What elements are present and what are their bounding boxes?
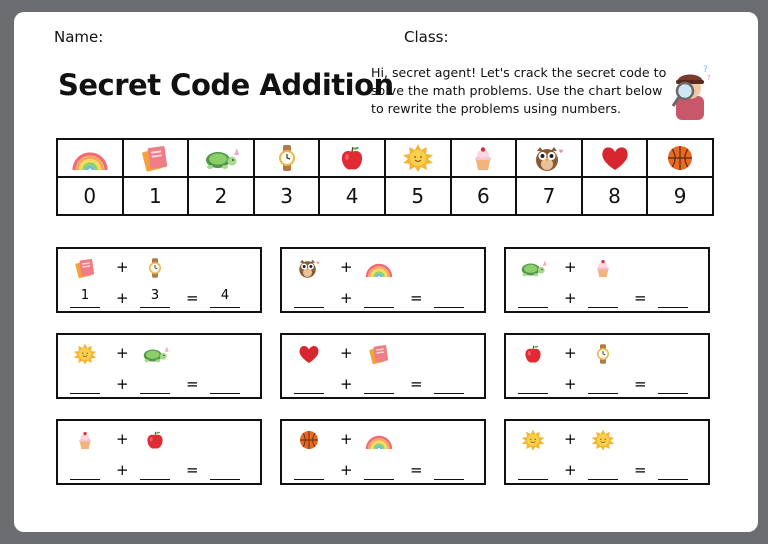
problem-box	[56, 419, 262, 485]
basketball-icon	[660, 144, 700, 172]
answer-row	[506, 287, 708, 309]
problem-icons	[58, 429, 260, 453]
turtle-icon	[518, 257, 548, 279]
page-title: Secret Code Addition	[58, 68, 394, 102]
answer-blank-sum[interactable]	[210, 459, 240, 480]
answer-blank-sum[interactable]	[434, 373, 464, 394]
answer-blank-sum[interactable]	[434, 459, 464, 480]
turtle-icon	[201, 144, 241, 172]
books-icon	[135, 144, 175, 172]
apple-icon	[518, 343, 548, 365]
answer-blank-sum[interactable]	[658, 287, 688, 308]
chart-cell-digit: 0	[57, 177, 123, 215]
answer-blank-a[interactable]	[294, 459, 324, 480]
plus-sign: +	[116, 375, 129, 393]
sun-icon	[70, 343, 100, 365]
plus-sign: +	[564, 375, 577, 393]
problem-icons	[506, 429, 708, 453]
secret-code-chart	[56, 138, 714, 216]
owl-icon	[294, 257, 324, 279]
chart-cell-icon	[188, 139, 254, 177]
cupcake-icon	[588, 257, 618, 279]
answer-row	[58, 459, 260, 481]
answer-blank-sum[interactable]	[658, 459, 688, 480]
answer-blank-b[interactable]	[588, 287, 618, 308]
problem-icons	[506, 343, 708, 367]
answer-blank-a[interactable]	[294, 373, 324, 394]
cupcake-icon	[463, 144, 503, 172]
plus-sign: +	[340, 289, 353, 307]
sun-icon	[588, 429, 618, 451]
answer-blank-b[interactable]: 3	[140, 287, 170, 308]
answer-blank-a[interactable]: 1	[70, 287, 100, 308]
detective-agent-icon	[666, 60, 714, 120]
chart-cell-icon	[385, 139, 451, 177]
answer-blank-sum[interactable]	[434, 287, 464, 308]
answer-blank-a[interactable]	[294, 287, 324, 308]
problem-icons	[282, 343, 484, 367]
answer-blank-b[interactable]	[588, 373, 618, 394]
chart-cell-digit: 7	[516, 177, 582, 215]
problem-icons	[58, 343, 260, 367]
answer-blank-a[interactable]	[518, 459, 548, 480]
answer-row	[58, 373, 260, 395]
problem-box	[504, 333, 710, 399]
apple-icon	[140, 429, 170, 451]
chart-cell-icon	[123, 139, 189, 177]
heart-icon	[294, 343, 324, 365]
equals-sign: =	[410, 461, 423, 479]
cupcake-icon	[70, 429, 100, 451]
chart-cell-icon	[254, 139, 320, 177]
turtle-icon	[140, 343, 170, 365]
problem-icons	[282, 429, 484, 453]
equals-sign: =	[186, 289, 199, 307]
equals-sign: =	[634, 461, 647, 479]
plus-sign: +	[564, 344, 577, 362]
plus-sign: +	[340, 375, 353, 393]
plus-sign: +	[116, 289, 129, 307]
answer-blank-b[interactable]	[140, 373, 170, 394]
chart-cell-digit: 2	[188, 177, 254, 215]
plus-sign: +	[564, 461, 577, 479]
answer-blank-b[interactable]	[364, 373, 394, 394]
apple-icon	[332, 144, 372, 172]
rainbow-icon	[364, 429, 394, 451]
plus-sign: +	[564, 258, 577, 276]
problem-icons	[282, 257, 484, 281]
equals-sign: =	[186, 461, 199, 479]
answer-row	[282, 459, 484, 481]
answer-blank-a[interactable]	[70, 459, 100, 480]
answer-blank-b[interactable]	[364, 287, 394, 308]
books-icon	[70, 257, 100, 279]
sun-icon	[518, 429, 548, 451]
problem-box	[56, 247, 262, 313]
chart-cell-icon	[451, 139, 517, 177]
problem-box	[280, 333, 486, 399]
name-label: Name:	[54, 28, 104, 46]
answer-row	[58, 287, 260, 309]
answer-blank-sum[interactable]	[210, 373, 240, 394]
chart-cell-icon	[647, 139, 713, 177]
chart-cell-digit: 3	[254, 177, 320, 215]
answer-blank-b[interactable]	[140, 459, 170, 480]
problem-icons	[506, 257, 708, 281]
problem-icons	[58, 257, 260, 281]
chart-cell-digit: 9	[647, 177, 713, 215]
chart-cell-icon	[57, 139, 123, 177]
chart-cell-digit: 1	[123, 177, 189, 215]
problem-box	[504, 247, 710, 313]
owl-icon	[529, 144, 569, 172]
equals-sign: =	[186, 375, 199, 393]
watch-icon	[267, 144, 307, 172]
plus-sign: +	[116, 461, 129, 479]
answer-row	[282, 373, 484, 395]
answer-blank-b[interactable]	[364, 459, 394, 480]
answer-blank-sum[interactable]	[658, 373, 688, 394]
worksheet	[14, 12, 758, 532]
watch-icon	[588, 343, 618, 365]
problem-box	[280, 419, 486, 485]
problem-box	[280, 247, 486, 313]
chart-cell-digit: 5	[385, 177, 451, 215]
answer-blank-b[interactable]	[588, 459, 618, 480]
equals-sign: =	[410, 289, 423, 307]
answer-row	[282, 287, 484, 309]
class-label: Class:	[404, 28, 449, 46]
chart-cell-digit: 4	[319, 177, 385, 215]
basketball-icon	[294, 429, 324, 451]
plus-sign: +	[564, 430, 577, 448]
plus-sign: +	[116, 344, 129, 362]
rainbow-icon	[70, 144, 110, 172]
chart-cell-digit: 8	[582, 177, 648, 215]
heart-icon	[595, 144, 635, 172]
plus-sign: +	[340, 430, 353, 448]
rainbow-icon	[364, 257, 394, 279]
equals-sign: =	[634, 375, 647, 393]
answer-blank-a[interactable]	[518, 373, 548, 394]
answer-row	[506, 373, 708, 395]
equals-sign: =	[634, 289, 647, 307]
problem-box	[56, 333, 262, 399]
plus-sign: +	[340, 258, 353, 276]
plus-sign: +	[564, 289, 577, 307]
answer-blank-a[interactable]	[518, 287, 548, 308]
plus-sign: +	[116, 430, 129, 448]
plus-sign: +	[340, 344, 353, 362]
plus-sign: +	[116, 258, 129, 276]
problem-box	[504, 419, 710, 485]
svg-text:?: ?	[707, 74, 711, 82]
answer-blank-sum[interactable]: 4	[210, 287, 240, 308]
equals-sign: =	[410, 375, 423, 393]
answer-blank-a[interactable]	[70, 373, 100, 394]
chart-cell-icon	[319, 139, 385, 177]
books-icon	[364, 343, 394, 365]
svg-text:?: ?	[703, 65, 708, 75]
sun-icon	[398, 144, 438, 172]
chart-cell-digit: 6	[451, 177, 517, 215]
answer-row	[506, 459, 708, 481]
watch-icon	[140, 257, 170, 279]
plus-sign: +	[340, 461, 353, 479]
intro-text: Hi, secret agent! Let's crack the secret code to solve the math problems. Use the chart below to rewrite the problems using numbers.	[371, 65, 667, 116]
chart-cell-icon	[582, 139, 648, 177]
chart-cell-icon	[516, 139, 582, 177]
